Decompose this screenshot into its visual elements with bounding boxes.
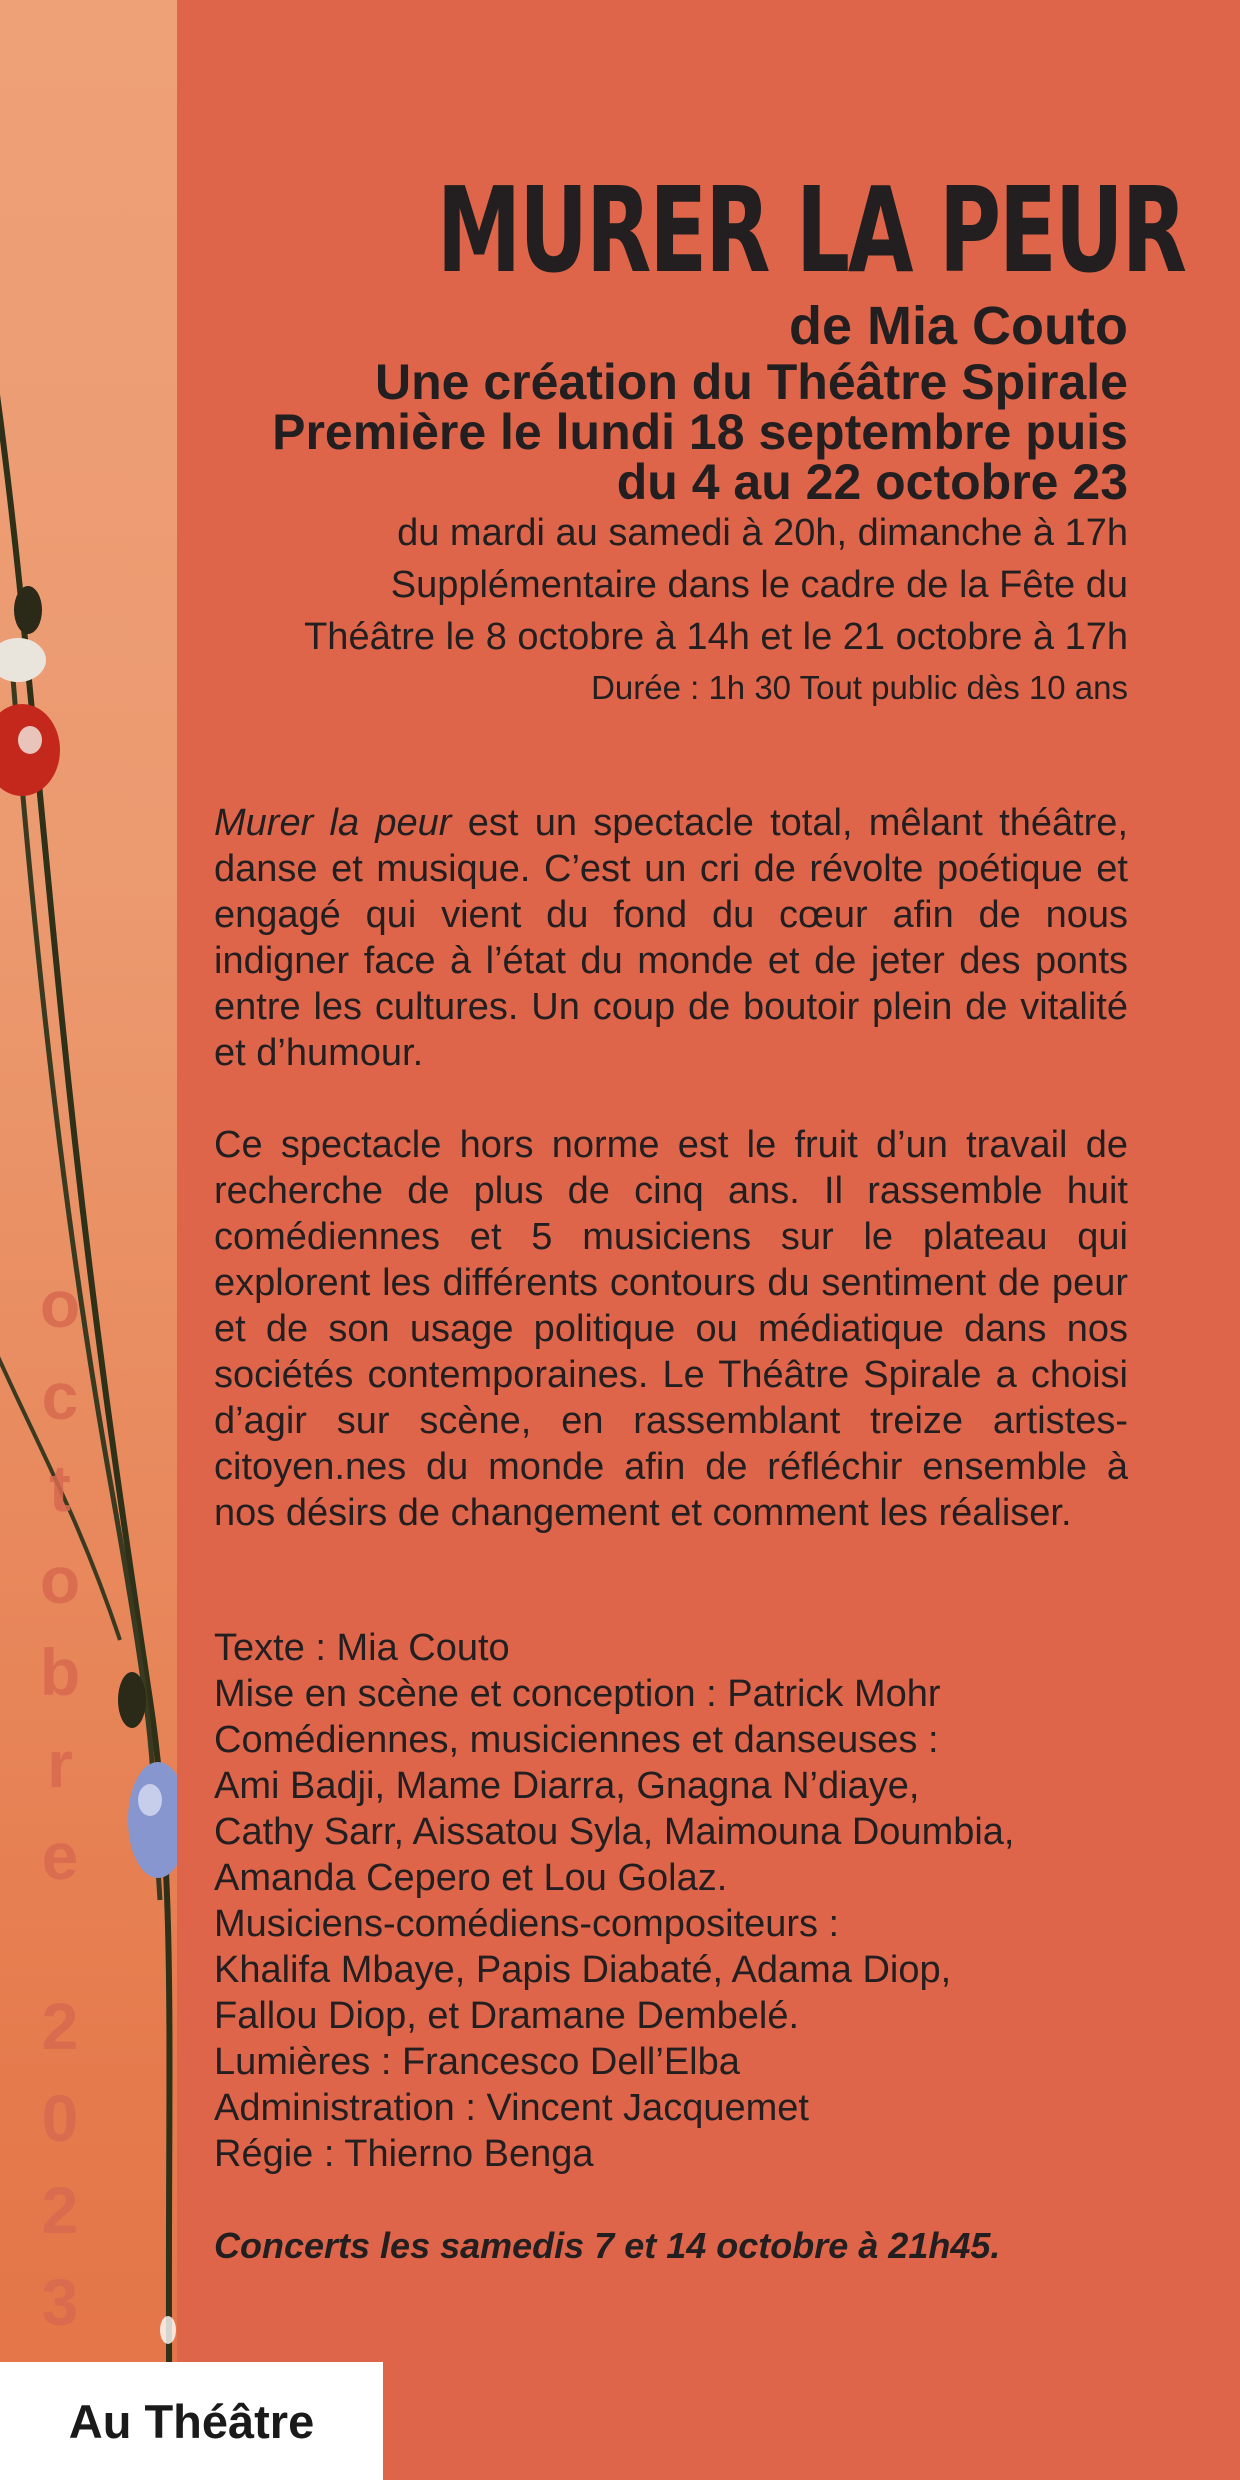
credit-line: Amanda Cepero et Lou Golaz. xyxy=(214,1857,728,1899)
month-letter: b xyxy=(39,1635,81,1709)
bead-blue xyxy=(128,1762,177,1878)
schedule-line-3: Théâtre le 8 octobre à 14h et le 21 octobre à 17h xyxy=(304,616,1128,658)
month-letter: t xyxy=(49,1451,71,1525)
month-letter: c xyxy=(41,1359,79,1433)
vertical-date xyxy=(28,1258,92,2348)
credit-line: Musiciens-comédiens-compositeurs : xyxy=(214,1903,840,1945)
bead-white xyxy=(0,638,46,682)
schedule-line-2: Supplémentaire dans le cadre de la Fête du xyxy=(390,564,1128,606)
credit-line: Lumières : Francesco Dell’Elba xyxy=(214,2041,740,2083)
month-letter: e xyxy=(41,1819,79,1893)
year-letter: 2 xyxy=(41,2173,79,2247)
premiere-line-1: Première le lundi 18 septembre puis xyxy=(272,404,1128,460)
duration: Durée : 1h 30 Tout public dès 10 ans xyxy=(591,669,1128,706)
photo-strip xyxy=(0,0,177,2480)
month-letter: r xyxy=(47,1727,73,1801)
bead-small-white xyxy=(160,2316,176,2344)
credits xyxy=(214,1625,1128,2177)
bead-red-highlight xyxy=(18,726,42,754)
description-paragraph-2: Ce spectacle hors norme est le fruit d’un travail de recherche de plus de cinq ans. Il rassemble huit comédiennes et 5 musiciens sur le plateau qui explorent les différents contours du sentiment de peur et de son usage politique ou médiatique dans nos sociétés contemporaines. Le Théâtre Spirale a choisi d’agir sur scène, en rassemblant treize artistes-citoyen.nes du monde afin de réfléchir ensemble à nos désirs de changement et comment les réaliser. xyxy=(214,1124,1128,1534)
credit-line: Cathy Sarr, Aissatou Syla, Maimouna Doumbia, xyxy=(214,1811,1015,1853)
venue-label: Au Théâtre xyxy=(0,2362,383,2480)
month-letter: o xyxy=(39,1267,81,1341)
paragraph-1-text: est un spectacle total, mêlant théâtre, danse et musique. C’est un cri de révolte poétique et engagé qui vient du fond du cœur afin de nous indigner face à l’état du monde et de jeter des ponts entre les cultures. Un coup de boutoir plein de vitalité et d’humour. xyxy=(214,802,1128,1074)
creation-line: Une création du Théâtre Spirale xyxy=(375,354,1128,410)
year-letter: 0 xyxy=(41,2081,79,2155)
month-letter: o xyxy=(39,1543,81,1617)
rope-knot-2 xyxy=(118,1672,146,1728)
premiere-line-2: du 4 au 22 octobre 23 xyxy=(616,454,1128,510)
credit-line: Fallou Diop, et Dramane Dembelé. xyxy=(214,1995,800,2037)
credit-line: Administration : Vincent Jacquemet xyxy=(214,2087,809,2129)
header xyxy=(168,161,1185,713)
credit-line: Texte : Mia Couto xyxy=(214,1627,510,1669)
credit-line: Ami Badji, Mame Diarra, Gnagna N’diaye, xyxy=(214,1765,920,1807)
author: de Mia Couto xyxy=(789,296,1128,356)
description-paragraph-1 xyxy=(214,800,1128,1076)
credit-line: Comédiennes, musiciennes et danseuses : xyxy=(214,1719,939,1761)
description xyxy=(214,800,1128,1536)
bead-blue-highlight xyxy=(138,1784,162,1816)
year-letter: 2 xyxy=(41,1989,79,2063)
concerts-note: Concerts les samedis 7 et 14 octobre à 21h45. xyxy=(214,2225,1001,2266)
schedule-line-1: du mardi au samedi à 20h, dimanche à 17h xyxy=(397,512,1128,554)
credit-line: Régie : Thierno Benga xyxy=(214,2133,594,2175)
show-title-italic: Murer la peur xyxy=(214,802,452,844)
rope-knot-1 xyxy=(14,586,42,634)
year-letter: 3 xyxy=(41,2265,79,2339)
credit-line: Mise en scène et conception : Patrick Mohr xyxy=(214,1673,941,1715)
page-title: MURER LA PEUR xyxy=(436,161,1185,299)
credit-line: Khalifa Mbaye, Papis Diabaté, Adama Diop, xyxy=(214,1949,952,1991)
